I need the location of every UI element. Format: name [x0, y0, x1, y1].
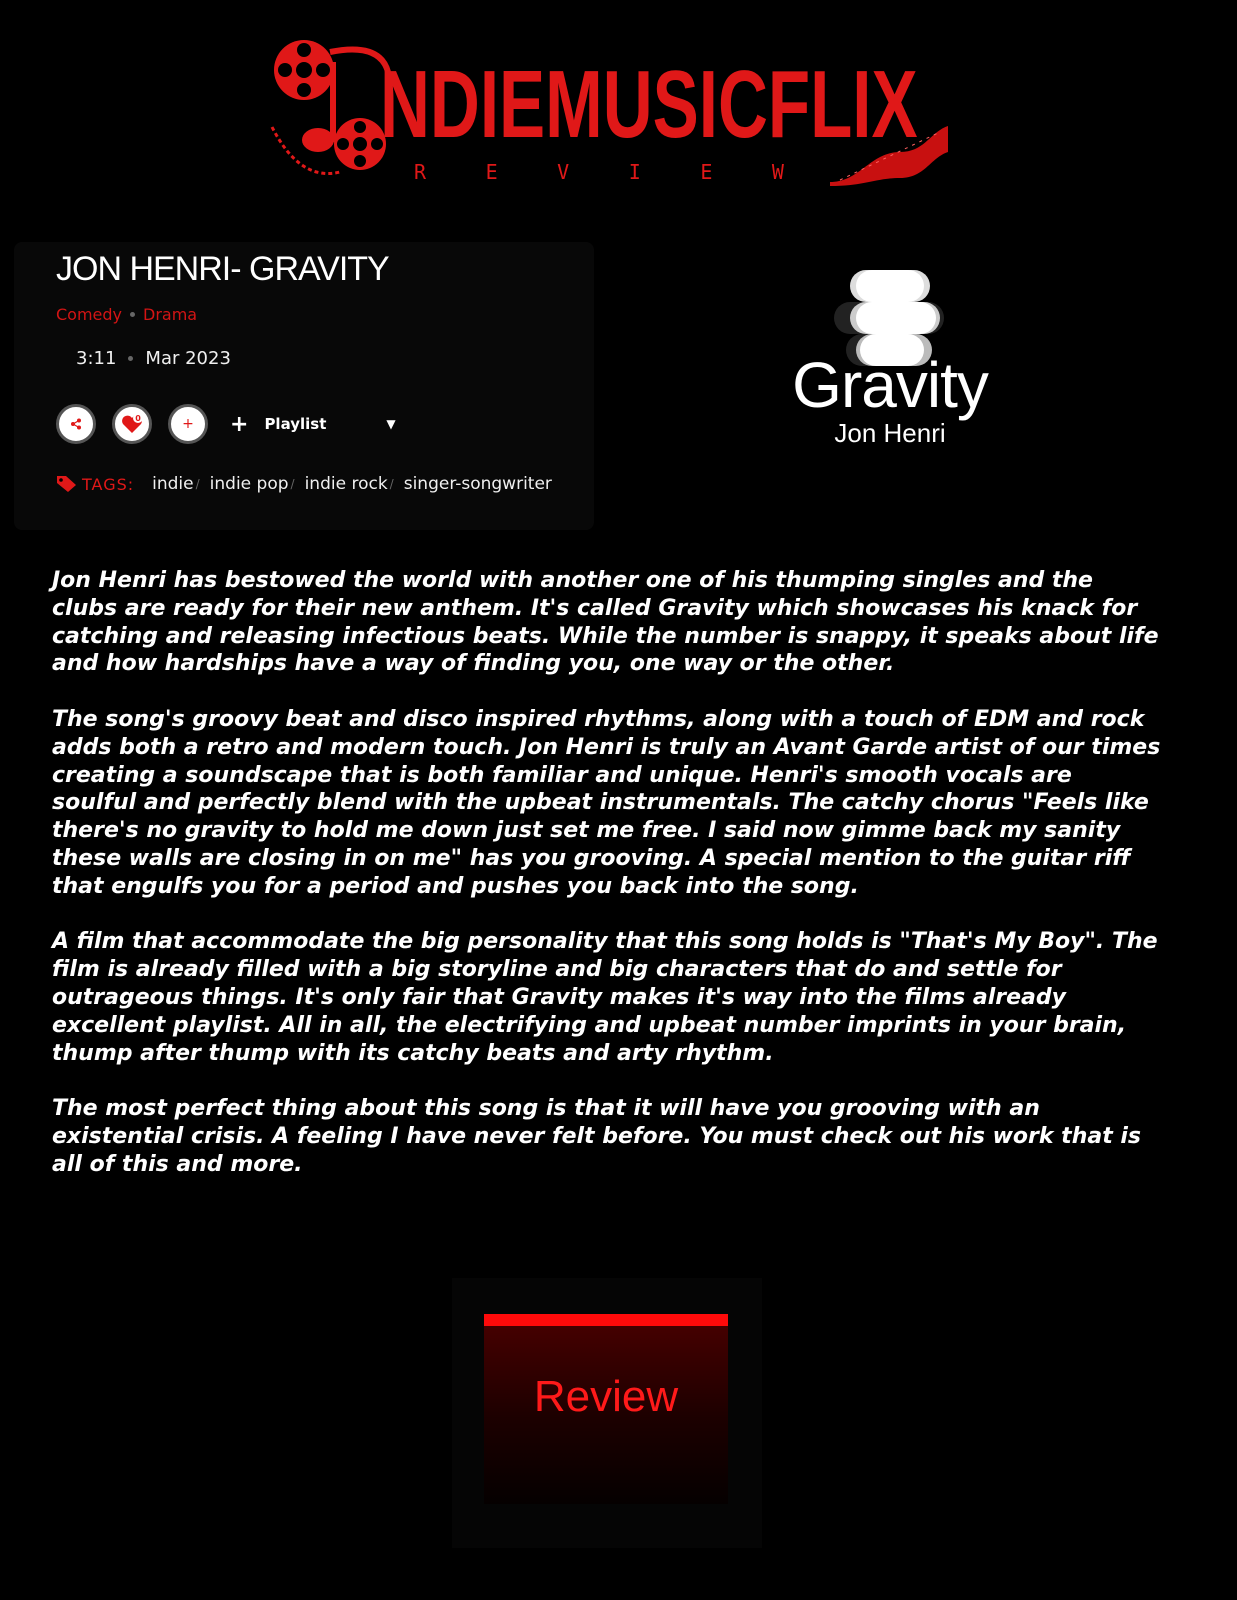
review-article: [52, 567, 1162, 1206]
article-paragraph: The song's groovy beat and disco inspired rhythms, along with a touch of EDM and rock adds both a retro and modern touch. Jon Henri is truly an Avant Garde artist of our times creating a soundscape that is both familiar and unique. Henri's smooth vocals are soulful and perfectly blend with the upbeat instrumentals. The catchy chorus "Feels like there's no gravity to hold me down just set me free. I said now gimme back my sanity these walls are closing in on me" has you grooving. A special mention to the guitar riff that engulfs you for a period and pushes you back into the song.: [52, 706, 1161, 899]
article-paragraph: Jon Henri has bestowed the world with another one of his thumping singles and the clubs are ready for their new anthem. It's called Gravity which showcases his knack for catching and releasing infectious beats. While the number is snappy, it speaks about life and how hardships have a way of finding you, one way or the other.: [52, 568, 1159, 677]
genre-link[interactable]: Comedy: [56, 305, 123, 324]
tag-icon: [56, 475, 78, 493]
logo-wordmark: NDIEMUSICFLIX: [380, 51, 918, 158]
tag-separator: /: [290, 477, 295, 491]
cover-artist: Jon Henri: [834, 418, 946, 448]
tag-link[interactable]: singer-songwriter: [403, 474, 552, 494]
chevron-down-icon: ▼: [386, 417, 396, 431]
separator-dot: [128, 356, 133, 361]
add-button[interactable]: [168, 404, 208, 444]
duration: 3:11: [76, 348, 117, 369]
site-logo[interactable]: [270, 32, 982, 192]
review-badge[interactable]: [484, 1314, 728, 1504]
genre-list: [56, 305, 197, 324]
separator-dot: [130, 312, 135, 317]
tags-label: TAGS:: [56, 475, 134, 494]
badge-top-bar: [484, 1314, 728, 1326]
logo-subtitle: R E V I E W: [414, 160, 784, 184]
plus-icon: +: [230, 411, 249, 437]
page-title: JON HENRI- GRAVITY: [56, 250, 389, 288]
tag-link[interactable]: indie: [152, 474, 194, 494]
add-to-playlist-dropdown[interactable]: [230, 412, 396, 437]
article-paragraph: The most perfect thing about this song is that it will have you grooving with an existential crisis. A feeling I have never felt before. You must check out his work that is all of this and more.: [52, 1096, 1142, 1177]
cover-title: Gravity: [792, 349, 988, 421]
album-cover: [780, 266, 1000, 456]
tag-link[interactable]: indie pop: [209, 474, 289, 494]
like-button[interactable]: [112, 404, 152, 444]
tag-link[interactable]: indie rock: [304, 474, 388, 494]
tag-list: [56, 474, 552, 494]
song-meta: [76, 348, 231, 369]
share-button[interactable]: [56, 404, 96, 444]
playlist-label: Playlist: [264, 415, 327, 433]
tag-separator: /: [195, 477, 200, 491]
release-date: Mar 2023: [145, 348, 231, 369]
genre-link[interactable]: Drama: [143, 305, 198, 324]
share-icon: [70, 418, 82, 430]
plus-icon: +: [182, 416, 194, 432]
like-count: 0: [133, 413, 143, 423]
review-badge-label: Review: [533, 1372, 679, 1421]
tag-separator: /: [389, 477, 394, 491]
film-strip-icon: [830, 122, 950, 186]
action-bar: [56, 404, 396, 444]
article-paragraph: A film that accommodate the big personality that this song holds is "That's My Boy". The film is already filled with a big storyline and big characters that do and settle for outrageous things. It's only fair that Gravity makes it's way into the films already excellent playlist. All in all, the electrifying and upbeat number imprints in your brain, thump after thump with its catchy beats and arty rhythm.: [52, 929, 1158, 1066]
